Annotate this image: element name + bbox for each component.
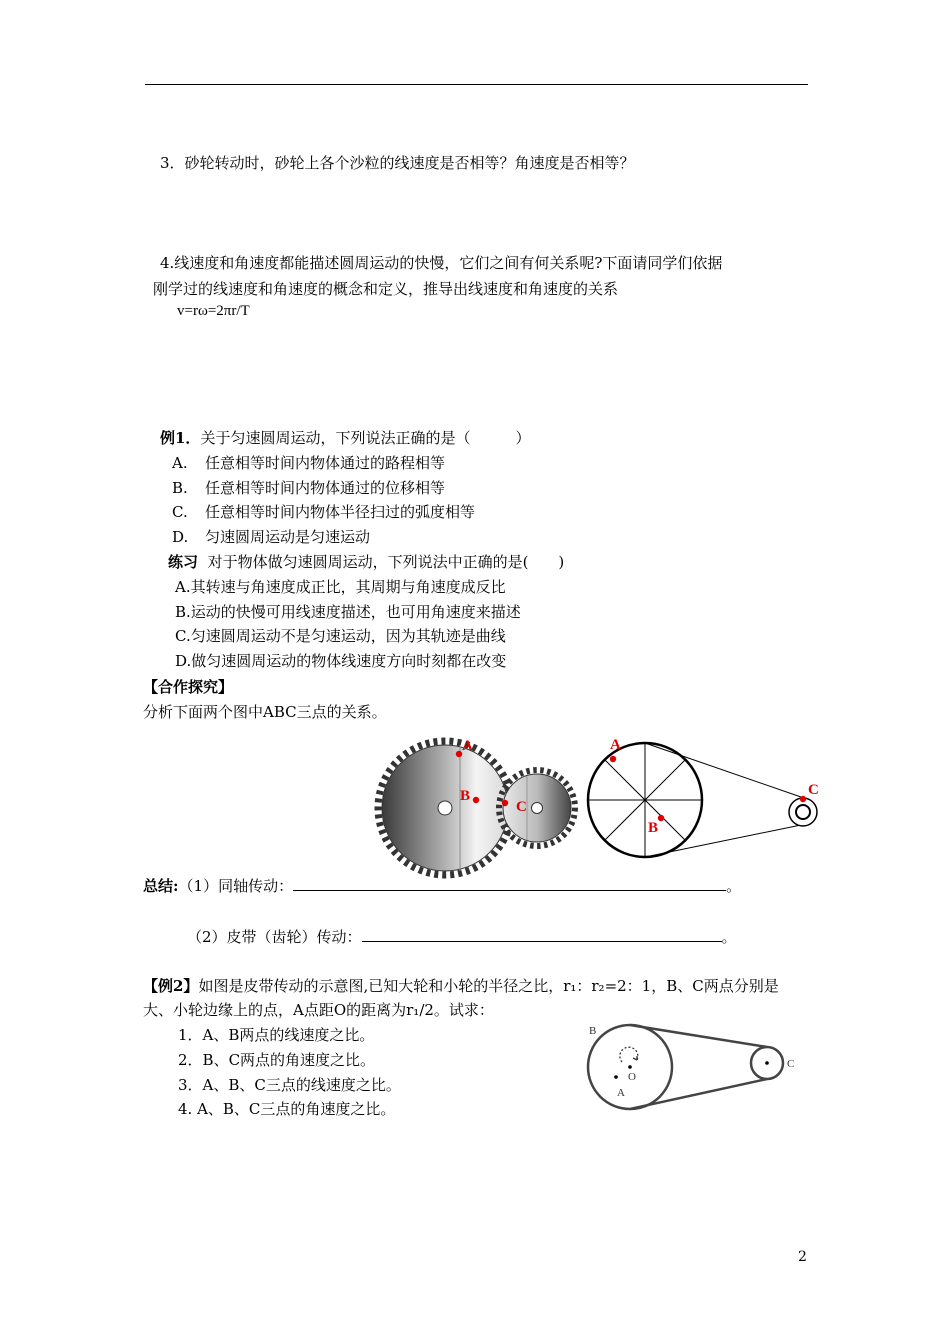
example-1-stem: 关于匀速圆周运动，下列说法正确的是（ ）: [200, 429, 531, 447]
label-c-belt: C: [808, 782, 819, 798]
practice-option-d: D.做匀速圆周运动的物体线速度方向时刻都在改变: [175, 652, 507, 670]
practice-option-b: B.运动的快慢可用线速度描述，也可用角速度来描述: [175, 603, 521, 621]
summary-line-2: （2）皮带（齿轮）传动： 。: [187, 928, 737, 946]
label-a-fig2: A: [617, 1087, 625, 1099]
question-4-line1: 4.线速度和角速度都能描述圆周运动的快慢，它们之间有何关系呢?下面请同学们依据: [160, 254, 723, 272]
figure-gears-and-belt: [370, 730, 830, 880]
label-o-fig2: O: [628, 1071, 636, 1083]
example-1-option-d: D. 匀速圆周运动是匀速运动: [172, 528, 371, 546]
example-2-line1: 【例2】如图是皮带传动的示意图,已知大轮和小轮的半径之比，r₁：r₂=2：1，B、C两点分别是: [143, 977, 779, 995]
point-c-belt: [800, 796, 806, 802]
point-b-gear: [473, 797, 479, 803]
label-b-fig2: B: [589, 1025, 597, 1037]
question-3: 3．砂轮转动时，砂轮上各个沙粒的线速度是否相等？角速度是否相等？: [160, 154, 635, 172]
practice-stem: 对于物体做匀速圆周运动，下列说法中正确的是( ): [207, 553, 565, 571]
figure-belt-transmission: [585, 1020, 800, 1120]
summary-item-2: （2）皮带（齿轮）传动：: [187, 928, 362, 946]
example-1-option-a: A. 任意相等时间内物体通过的路程相等: [172, 454, 446, 472]
summary-label: 总结:: [143, 877, 179, 895]
formula: v=rω=2πr/T: [177, 303, 250, 319]
label-c-fig2: C: [787, 1058, 795, 1070]
coop-heading: 【合作探究】: [143, 678, 234, 696]
question-4-line2: 刚学过的线速度和角速度的概念和定义，推导出线速度和角速度的关系: [153, 280, 619, 298]
example-1: [160, 427, 530, 448]
example-2-question-1: 1．A、B两点的线速度之比。: [178, 1026, 375, 1044]
point-a-belt: [610, 756, 616, 762]
example-1-option-c: C. 任意相等时间内物体半径扫过的弧度相等: [172, 503, 476, 521]
belt-pulley: [588, 743, 817, 857]
example-1-option-b: B. 任意相等时间内物体通过的位移相等: [172, 479, 446, 497]
header-rule: [145, 84, 808, 85]
example-2-line2: 大、小轮边缘上的点，A点距O的距离为r₁/2。试求：: [143, 1001, 494, 1019]
practice: [168, 551, 564, 572]
large-gear: [378, 741, 512, 875]
summary-item-1: （1）同轴传动：: [178, 877, 294, 895]
example-2-question-3: 3．A、B、C三点的线速度之比。: [178, 1076, 401, 1094]
label-c-gear: C: [516, 799, 527, 815]
practice-option-c: C.匀速圆周运动不是匀速运动，因为其轨迹是曲线: [175, 627, 506, 645]
point-c-gear: [502, 800, 508, 806]
example-2-label: 【例2】: [143, 977, 199, 995]
practice-label: 练习: [168, 553, 199, 571]
blank-line-2: [362, 927, 722, 942]
example-2-question-2: 2．B、C两点的角速度之比。: [178, 1051, 376, 1069]
summary-line-1: 总结:（1）同轴传动： 。: [143, 877, 742, 895]
coop-intro: 分析下面两个图中ABC三点的关系。: [143, 703, 387, 721]
small-gear: [499, 770, 575, 846]
label-b-belt: B: [648, 820, 659, 836]
label-a-belt: A: [610, 737, 621, 753]
blank-line-1: [293, 876, 726, 891]
label-a-gear: A: [462, 738, 473, 754]
label-b-gear: B: [460, 788, 471, 804]
example-2-question-4: 4. A、B、C三点的角速度之比。: [178, 1100, 396, 1118]
point-b-belt: [658, 815, 664, 821]
example-1-label: 例1．: [160, 429, 201, 447]
practice-option-a: A.其转速与角速度成正比，其周期与角速度成反比: [175, 578, 506, 596]
page-number: 2: [798, 1249, 807, 1265]
